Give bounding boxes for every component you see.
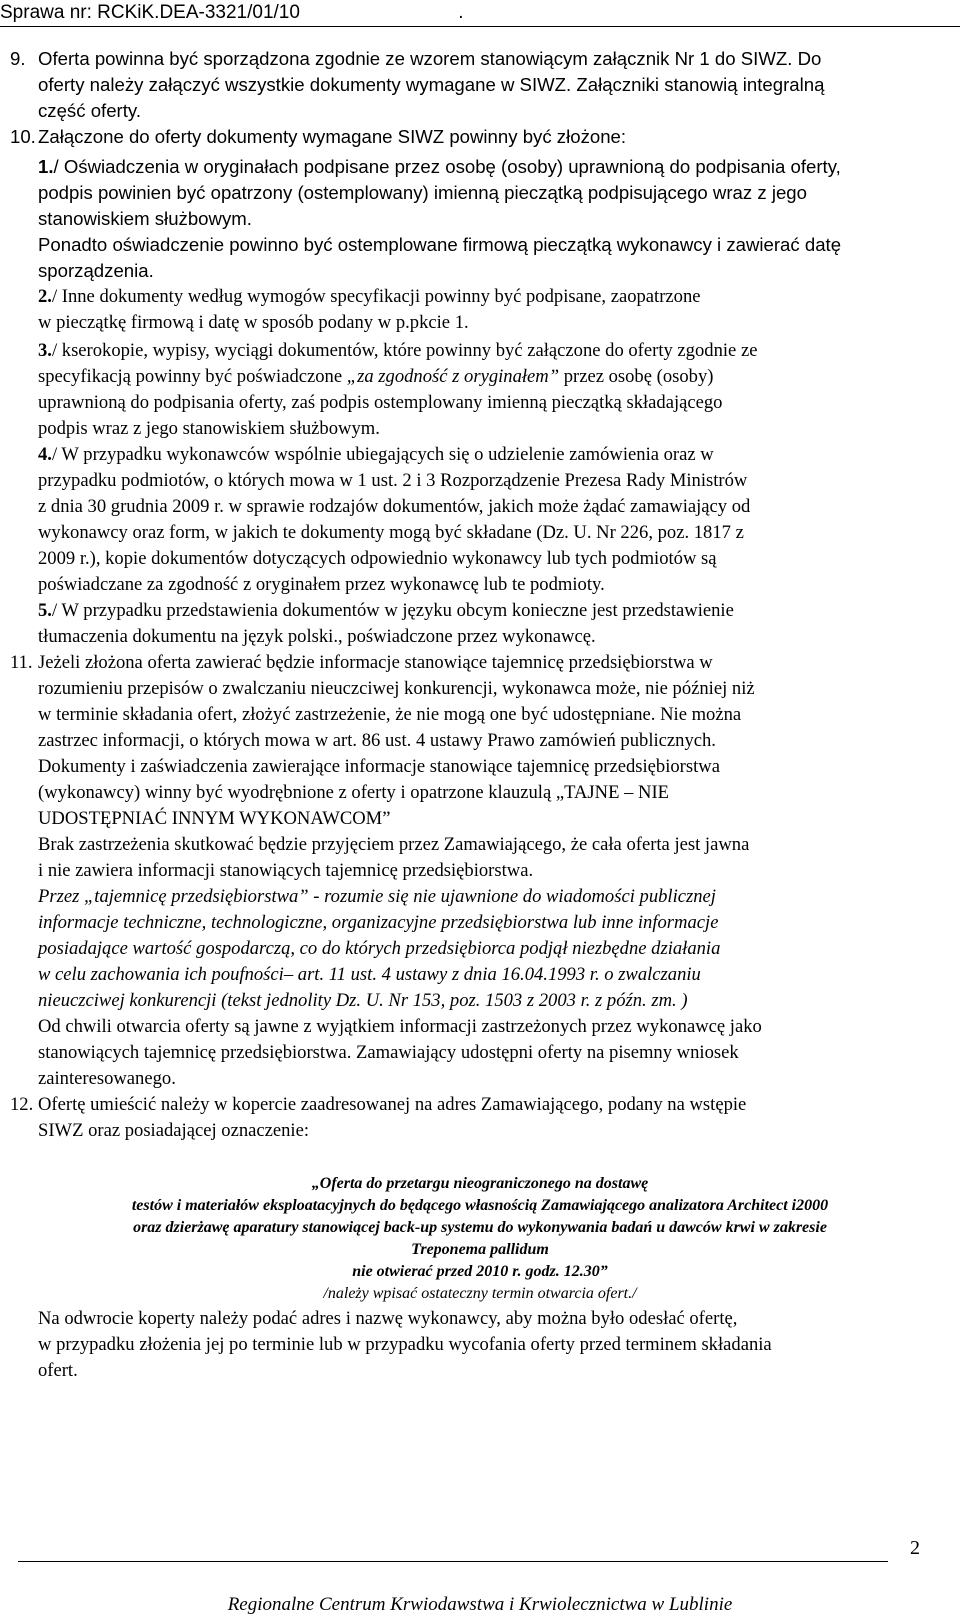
envelope-line: testów i materiałów eksploatacyjnych do będącego własnością Zamawiającego analizatora Architect i2000	[131, 1197, 829, 1214]
item-9-line: oferty należy załączyć wszystkie dokumenty wymagane w SIWZ. Załączniki stanowią integralną	[38, 74, 825, 95]
envelope-line: nie otwierać przed 2010 r. godz. 12.30”	[352, 1263, 608, 1280]
item-12-line: Ofertę umieścić należy w kopercie zaadresowanej na adres Zamawiającego, podany na wstępie	[38, 1094, 747, 1115]
item-10-p4-line: 4./ W przypadku wykonawców wspólnie ubiegających się o udzielenie zamówienia oraz w	[38, 444, 714, 465]
item-11-line: i nie zawiera informacji stanowiących tajemnicę przedsiębiorstwa.	[38, 860, 534, 881]
trade-secret-definition-line: posiadające wartość gospodarczą, co do których przedsiębiorca podjął niezbędne działania	[38, 938, 721, 959]
item-10-title: Załączone do oferty dokumenty wymagane SIWZ powinny być złożone:	[38, 126, 627, 147]
return-address-line: Na odwrocie koperty należy podać adres i nazwę wykonawcy, aby można było odesłać ofertę,	[38, 1308, 738, 1329]
return-address-line: ofert.	[38, 1360, 78, 1381]
item-11-closing-line: Od chwili otwarcia oferty są jawne z wyjątkiem informacji zastrzeżonych przez wykonawcę jako	[38, 1016, 762, 1037]
item-11-closing-line: zainteresowanego.	[38, 1068, 176, 1089]
item-10-p2-line: w pieczątkę firmową i datę w sposób podany w p.pkcie 1.	[38, 312, 469, 333]
envelope-marking	[0, 1173, 960, 1305]
item-10-p3-line: specyfikacją powinny być poświadczone „za zgodność z oryginałem” przez osobę (osoby)	[38, 366, 714, 387]
item-10-p4-line: wykonawcy oraz form, w jakich te dokumenty mogą być składane (Dz. U. Nr 226, poz. 1817 z	[38, 522, 744, 543]
item-11-line: Dokumenty i zaświadczenia zawierające informacje stanowiące tajemnicę przedsiębiorstwa	[38, 756, 720, 777]
item-9-line: część oferty.	[38, 100, 141, 121]
trade-secret-definition-line: nieuczciwej konkurencji (tekst jednolity Dz. U. Nr 153, poz. 1503 z 2003 r. z późn. zm. )	[38, 990, 688, 1011]
trade-secret-definition-line: Przez „tajemnicę przedsiębiorstwa” - rozumie się nie ujawnione do wiadomości publicznej	[38, 886, 716, 907]
item-10-p3-line: uprawnioną do podpisania oferty, zaś podpis ostemplowany imienną pieczątką składającego	[38, 392, 723, 413]
item-12-number: 12.	[10, 1094, 34, 1115]
footer-institution: Regionalne Centrum Krwiodawstwa i Krwiolecznictwa w Lublinie	[227, 1594, 733, 1615]
item-10-p3-marker: 3.	[38, 340, 52, 361]
item-10-p1-line: stanowiskiem służbowym.	[38, 208, 252, 229]
item-10-p2-line: 2./ Inne dokumenty według wymogów specyfikacji powinny być podpisane, zaopatrzone	[38, 286, 701, 307]
item-10-p1-marker: 1.	[38, 156, 54, 177]
item-10-p1-line: Ponadto oświadczenie powinno być ostemplowane firmową pieczątką wykonawcy i zawierać datę	[38, 234, 842, 255]
item-10-p4-marker: 4.	[38, 444, 52, 465]
item-10-p5-line: tłumaczenia dokumentu na język polski., poświadczone przez wykonawcę.	[38, 626, 596, 647]
item-10-p1-line: 1./ Oświadczenia w oryginałach podpisane przez osobę (osoby) uprawnioną do podpisania oferty,	[38, 156, 841, 177]
item-11-line: w terminie składania ofert, złożyć zastrzeżenie, że nie mogą one być udostępniane. Nie można	[38, 704, 742, 725]
return-address-line: w przypadku złożenia jej po terminie lub w przypadku wycofania oferty przed terminem składania	[38, 1334, 772, 1355]
item-10-p1-line: podpis powinien być opatrzony (ostemplowany) imienną pieczątką podpisującego wraz z jego	[38, 182, 807, 203]
envelope-line: „Oferta do przetargu nieograniczonego na dostawę	[311, 1175, 649, 1192]
envelope-line: Treponema pallidum	[411, 1241, 549, 1258]
item-10-p4-line: 2009 r.), kopie dokumentów dotyczących odpowiednio wykonawcy lub tych podmiotów są	[38, 548, 717, 569]
item-10-number: 10.	[10, 126, 36, 147]
item-10-p3-line: podpis wraz z jego stanowiskiem służbowym.	[38, 418, 380, 439]
item-12-line: SIWZ oraz posiadającej oznaczenie:	[38, 1120, 310, 1141]
trade-secret-definition-line: informacje techniczne, technologiczne, organizacyjne przedsiębiorstwa lub inne informacje	[38, 912, 719, 933]
item-11-number: 11.	[10, 652, 33, 673]
page-number: 2	[910, 1537, 920, 1559]
item-11-line: (wykonawcy) winny być wyodrębnione z oferty i opatrzone klauzulą „TAJNE – NIE	[38, 782, 670, 803]
envelope-note: /należy wpisać ostateczny termin otwarcia ofert./	[323, 1285, 637, 1302]
item-10-p5-line: 5./ W przypadku przedstawienia dokumentów w języku obcym konieczne jest przedstawienie	[38, 600, 734, 621]
item-10-p3-line: 3./ kserokopie, wypisy, wyciągi dokumentów, które powinny być załączone do oferty zgodnie ze	[38, 340, 758, 361]
item-11-line: Jeżeli złożona oferta zawierać będzie informacje stanowiące tajemnicę przedsiębiorstwa w	[38, 652, 713, 673]
item-11-line: zastrzec informacji, o których mowa w art. 86 ust. 4 ustawy Prawo zamówień publicznych.	[38, 730, 716, 751]
item-10-p4-line: z dnia 30 grudnia 2009 r. w sprawie rodzajów dokumentów, jakich może żądać zamawiający od	[38, 496, 751, 517]
trade-secret-definition-line: w celu zachowania ich poufności– art. 11 ust. 4 ustawy z dnia 16.04.1993 r. o zwalczaniu	[38, 964, 701, 985]
item-11-line: UDOSTĘPNIAĆ INNYM WYKONAWCOM”	[38, 808, 391, 829]
envelope-line: oraz dzierżawę aparatury stanowiącej back-up systemu do wykonywania badań u dawców krwi w zakresie	[133, 1219, 827, 1236]
footer-rule	[18, 1561, 888, 1562]
item-9-number: 9.	[10, 48, 26, 69]
case-number-header: Sprawa nr: RCKiK.DEA-3321/01/10 .	[0, 0, 960, 27]
item-11-closing-line: stanowiących tajemnicę przedsiębiorstwa. Zamawiający udostępni oferty na pisemny wniosek	[38, 1042, 739, 1063]
item-10-p1-line: sporządzenia.	[38, 260, 154, 281]
item-10-p4-line: przypadku podmiotów, o których mowa w 1 ust. 2 i 3 Rozporządzenie Prezesa Rady Ministrów	[38, 470, 748, 491]
item-10-p2-marker: 2.	[38, 286, 52, 307]
item-9-line: Oferta powinna być sporządzona zgodnie ze wzorem stanowiącym załącznik Nr 1 do SIWZ. Do	[38, 48, 822, 69]
item-11-line: Brak zastrzeżenia skutkować będzie przyjęciem przez Zamawiającego, że cała oferta jest jawna	[38, 834, 750, 855]
certified-copy-phrase: „za zgodność z oryginałem”	[346, 366, 560, 387]
item-11-line: rozumieniu przepisów o zwalczaniu nieuczciwej konkurencji, wykonawca może, nie później niż	[38, 678, 755, 699]
item-10-p4-line: poświadczane za zgodność z oryginałem przez wykonawcę lub te podmioty.	[38, 574, 605, 595]
item-10-p5-marker: 5.	[38, 600, 52, 621]
